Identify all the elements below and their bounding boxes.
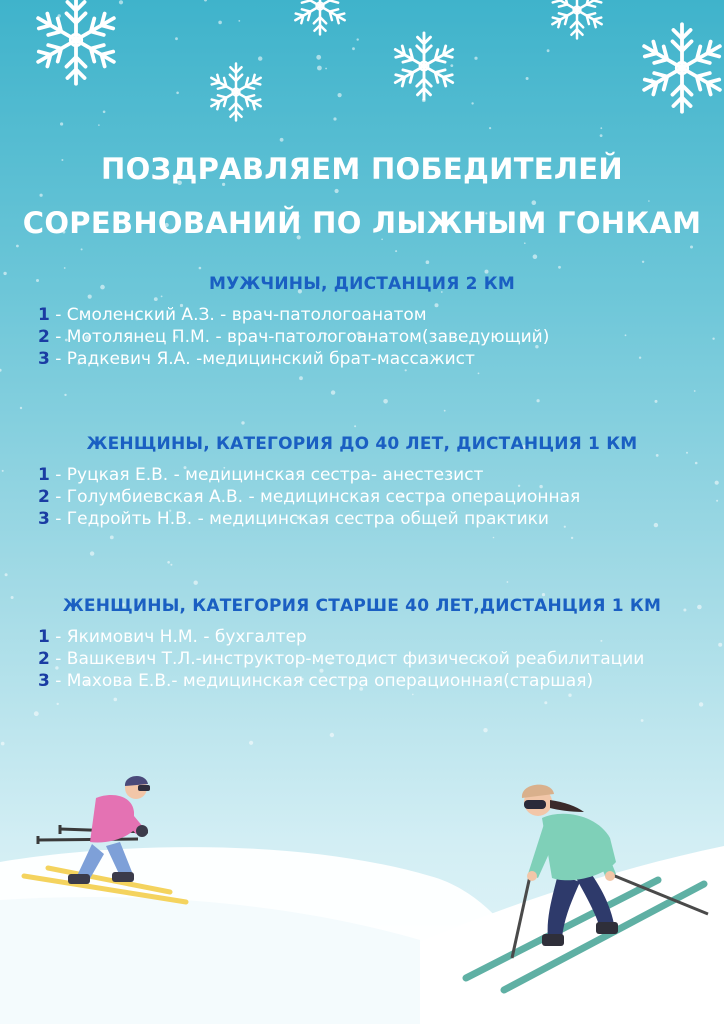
entry-text: - Смоленский А.З. - врач-патологоанатом — [49, 305, 427, 325]
section-heading: МУЖЧИНЫ, ДИСТАНЦИЯ 2 КМ — [208, 274, 515, 294]
place-number: 3 — [38, 671, 50, 691]
entry-text: - Мотолянец П.М. - врач-патологоанатом(заведующий) — [49, 327, 550, 347]
place-number: 2 — [38, 649, 50, 669]
entry-text: - Руцкая Е.В. - медицинская сестра- анестезист — [49, 465, 484, 485]
entry-text: - Якимович Н.М. - бухгалтер — [49, 627, 307, 647]
place-number: 1 — [38, 305, 50, 325]
entry-text: - Голумбиевская А.В. - медицинская сестра операционная — [49, 487, 581, 507]
place-number: 1 — [38, 465, 50, 485]
place-number: 1 — [38, 627, 50, 647]
place-number: 2 — [38, 327, 50, 347]
title-line-2: СОРЕВНОВАНИЙ ПО ЛЫЖНЫМ ГОНКАМ — [22, 206, 702, 240]
entry-text: - Радкевич Я.А. -медицинский брат-массажист — [49, 349, 475, 369]
entry-text: - Махова Е.В.- медицинская сестра операционная(старшая) — [49, 671, 594, 691]
section-heading: ЖЕНЩИНЫ, КАТЕГОРИЯ СТАРШЕ 40 ЛЕТ,ДИСТАНЦИЯ 1 КМ — [62, 596, 662, 616]
entry-text: - Гедройть Н.В. - медицинская сестра общей практики — [49, 509, 549, 529]
skier-left-illustration — [20, 768, 200, 913]
entry-text: - Вашкевич Т.Л.-инструктор-методист физической реабилитации — [49, 649, 645, 669]
place-number: 3 — [38, 509, 50, 529]
place-number: 3 — [38, 349, 50, 369]
place-number: 2 — [38, 487, 50, 507]
skier-right-illustration — [460, 778, 720, 996]
section-heading: ЖЕНЩИНЫ, КАТЕГОРИЯ ДО 40 ЛЕТ, ДИСТАНЦИЯ 1 КМ — [86, 434, 638, 454]
title-line-1: ПОЗДРАВЛЯЕМ ПОБЕДИТЕЛЕЙ — [101, 152, 623, 186]
